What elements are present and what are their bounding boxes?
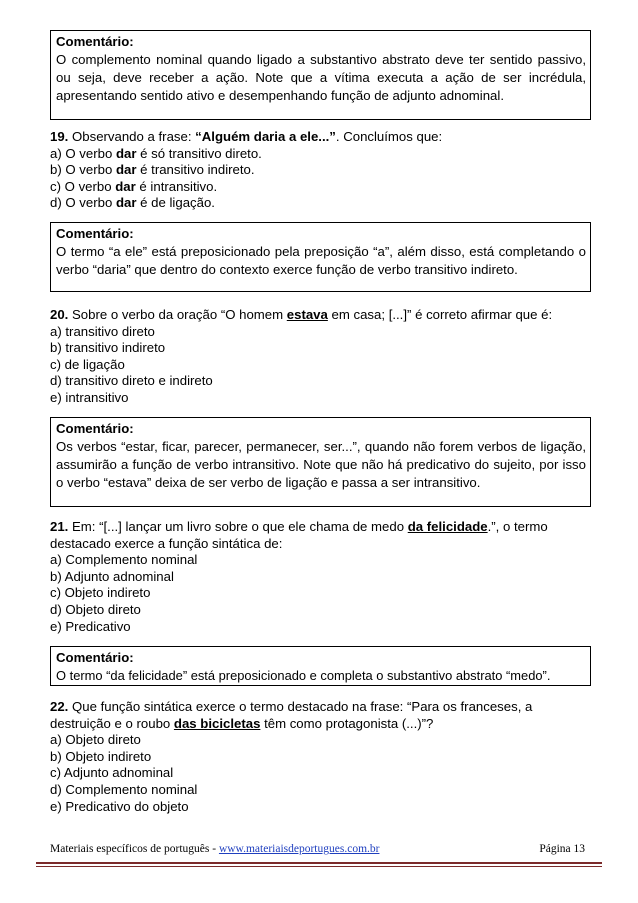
stem-text: em casa; [...]” é correto afirmar que é:	[327, 307, 553, 322]
option-b: b) Objeto indireto	[50, 748, 152, 764]
comment-text: O termo “a ele” está preposicionado pela preposição “a”, além disso, está completando o verbo “daria” que dentro do contexto exerce função de verbo transitivo indireto.	[56, 244, 586, 277]
option-verb: dar	[115, 145, 137, 161]
option-verb: dar	[115, 195, 137, 211]
footer-link[interactable]: www.materiaisdeportugues.com.br	[218, 843, 380, 855]
option-b: b) transitivo indireto	[50, 340, 166, 356]
stem-text: Sobre o verbo da oração “O homem	[68, 307, 287, 322]
highlighted-term: da felicidade	[407, 519, 488, 534]
stem-text: Que função sintática exerce o termo destacado na frase: “Para os franceses, a destruição e o roubo	[50, 699, 533, 731]
option-text: é de ligação.	[136, 195, 215, 211]
question-21	[50, 519, 591, 635]
option-verb: dar	[115, 178, 136, 194]
option-text: d) O verbo	[50, 195, 116, 211]
page-footer	[50, 842, 591, 856]
option-text: é só transitivo direto.	[136, 145, 262, 161]
option-text: é intransitivo.	[135, 178, 218, 194]
question-number: 22.	[50, 699, 69, 714]
question-stem	[50, 307, 591, 324]
quoted-phrase: “Alguém daria a ele...”	[195, 129, 336, 144]
option-a	[50, 146, 591, 163]
question-number: 20.	[50, 307, 69, 322]
option-d	[50, 195, 591, 212]
question-stem	[50, 519, 591, 552]
option-text: a) O verbo	[50, 145, 116, 161]
option-verb: dar	[115, 162, 137, 178]
option-d: d) transitivo direto e indireto	[50, 373, 213, 389]
comment-title: Comentário:	[56, 421, 134, 436]
footer-text: Materiais específicos de português -	[50, 843, 219, 855]
stem-text: têm como protagonista (...)”?	[260, 715, 434, 731]
option-e: e) intransitivo	[50, 389, 129, 405]
question-20	[50, 307, 591, 407]
option-a: a) Complemento nominal	[50, 552, 198, 568]
stem-text: Em: “[...] lançar um livro sobre o que ele chama de medo	[68, 519, 408, 534]
comment-title: Comentário:	[56, 34, 134, 49]
stem-text: Observando a frase:	[68, 129, 196, 144]
highlighted-term: estava	[286, 307, 328, 322]
footer-rule	[36, 862, 602, 864]
footer-rule	[36, 866, 602, 867]
question-number: 19.	[50, 129, 69, 144]
option-b: b) Adjunto adnominal	[50, 568, 174, 584]
option-d: d) Objeto direto	[50, 601, 141, 617]
comment-text: O termo “da felicidade” está preposicionado e completa o substantivo abstrato “medo”.	[56, 668, 551, 683]
option-e: e) Predicativo do objeto	[50, 798, 189, 814]
question-22	[50, 699, 591, 815]
option-c: c) Objeto indireto	[50, 585, 151, 601]
option-a: a) Objeto direto	[50, 732, 141, 748]
option-text: é transitivo indireto.	[136, 162, 255, 178]
highlighted-term: das bicicletas	[173, 715, 261, 731]
option-text: c) O verbo	[50, 178, 116, 194]
option-e: e) Predicativo	[50, 618, 131, 634]
comment-text: O complemento nominal quando ligado a substantivo abstrato deve ter sentido passivo, ou seja, deve receber a ação. Note que a vítima executa a ação de ser incrédula, apresentando sentido ativo e desempenhando função de adjunto adnominal.	[56, 52, 586, 103]
stem-text: .”, o termo destacado exerce a função sintática de:	[50, 519, 548, 551]
option-text: b) O verbo	[50, 162, 116, 178]
comment-box-1	[50, 30, 591, 120]
question-stem	[50, 699, 591, 732]
comment-box-3	[50, 417, 591, 507]
option-a: a) transitivo direto	[50, 323, 155, 339]
option-c: c) Adjunto adnominal	[50, 765, 174, 781]
comment-title: Comentário:	[56, 650, 134, 665]
option-c	[50, 179, 591, 196]
comment-box-4	[50, 646, 591, 686]
question-19	[50, 129, 591, 212]
comment-text: Os verbos “estar, ficar, parecer, permanecer, ser...”, quando não forem verbos de ligação, assumirão a função de verbo intransitivo. Note que não há predicativo do sujeito, por isso o verbo “estava” deixa de ser verbo de ligação e passa a ser intransitivo.	[56, 439, 586, 490]
comment-box-2	[50, 222, 591, 292]
option-c: c) de ligação	[50, 356, 125, 372]
comment-title: Comentário:	[56, 226, 134, 241]
question-number: 21.	[50, 519, 69, 534]
question-stem	[50, 129, 591, 146]
option-b	[50, 162, 591, 179]
stem-text: . Concluímos que:	[335, 129, 443, 144]
option-d: d) Complemento nominal	[50, 781, 198, 797]
page-number: Página 13	[539, 843, 585, 855]
